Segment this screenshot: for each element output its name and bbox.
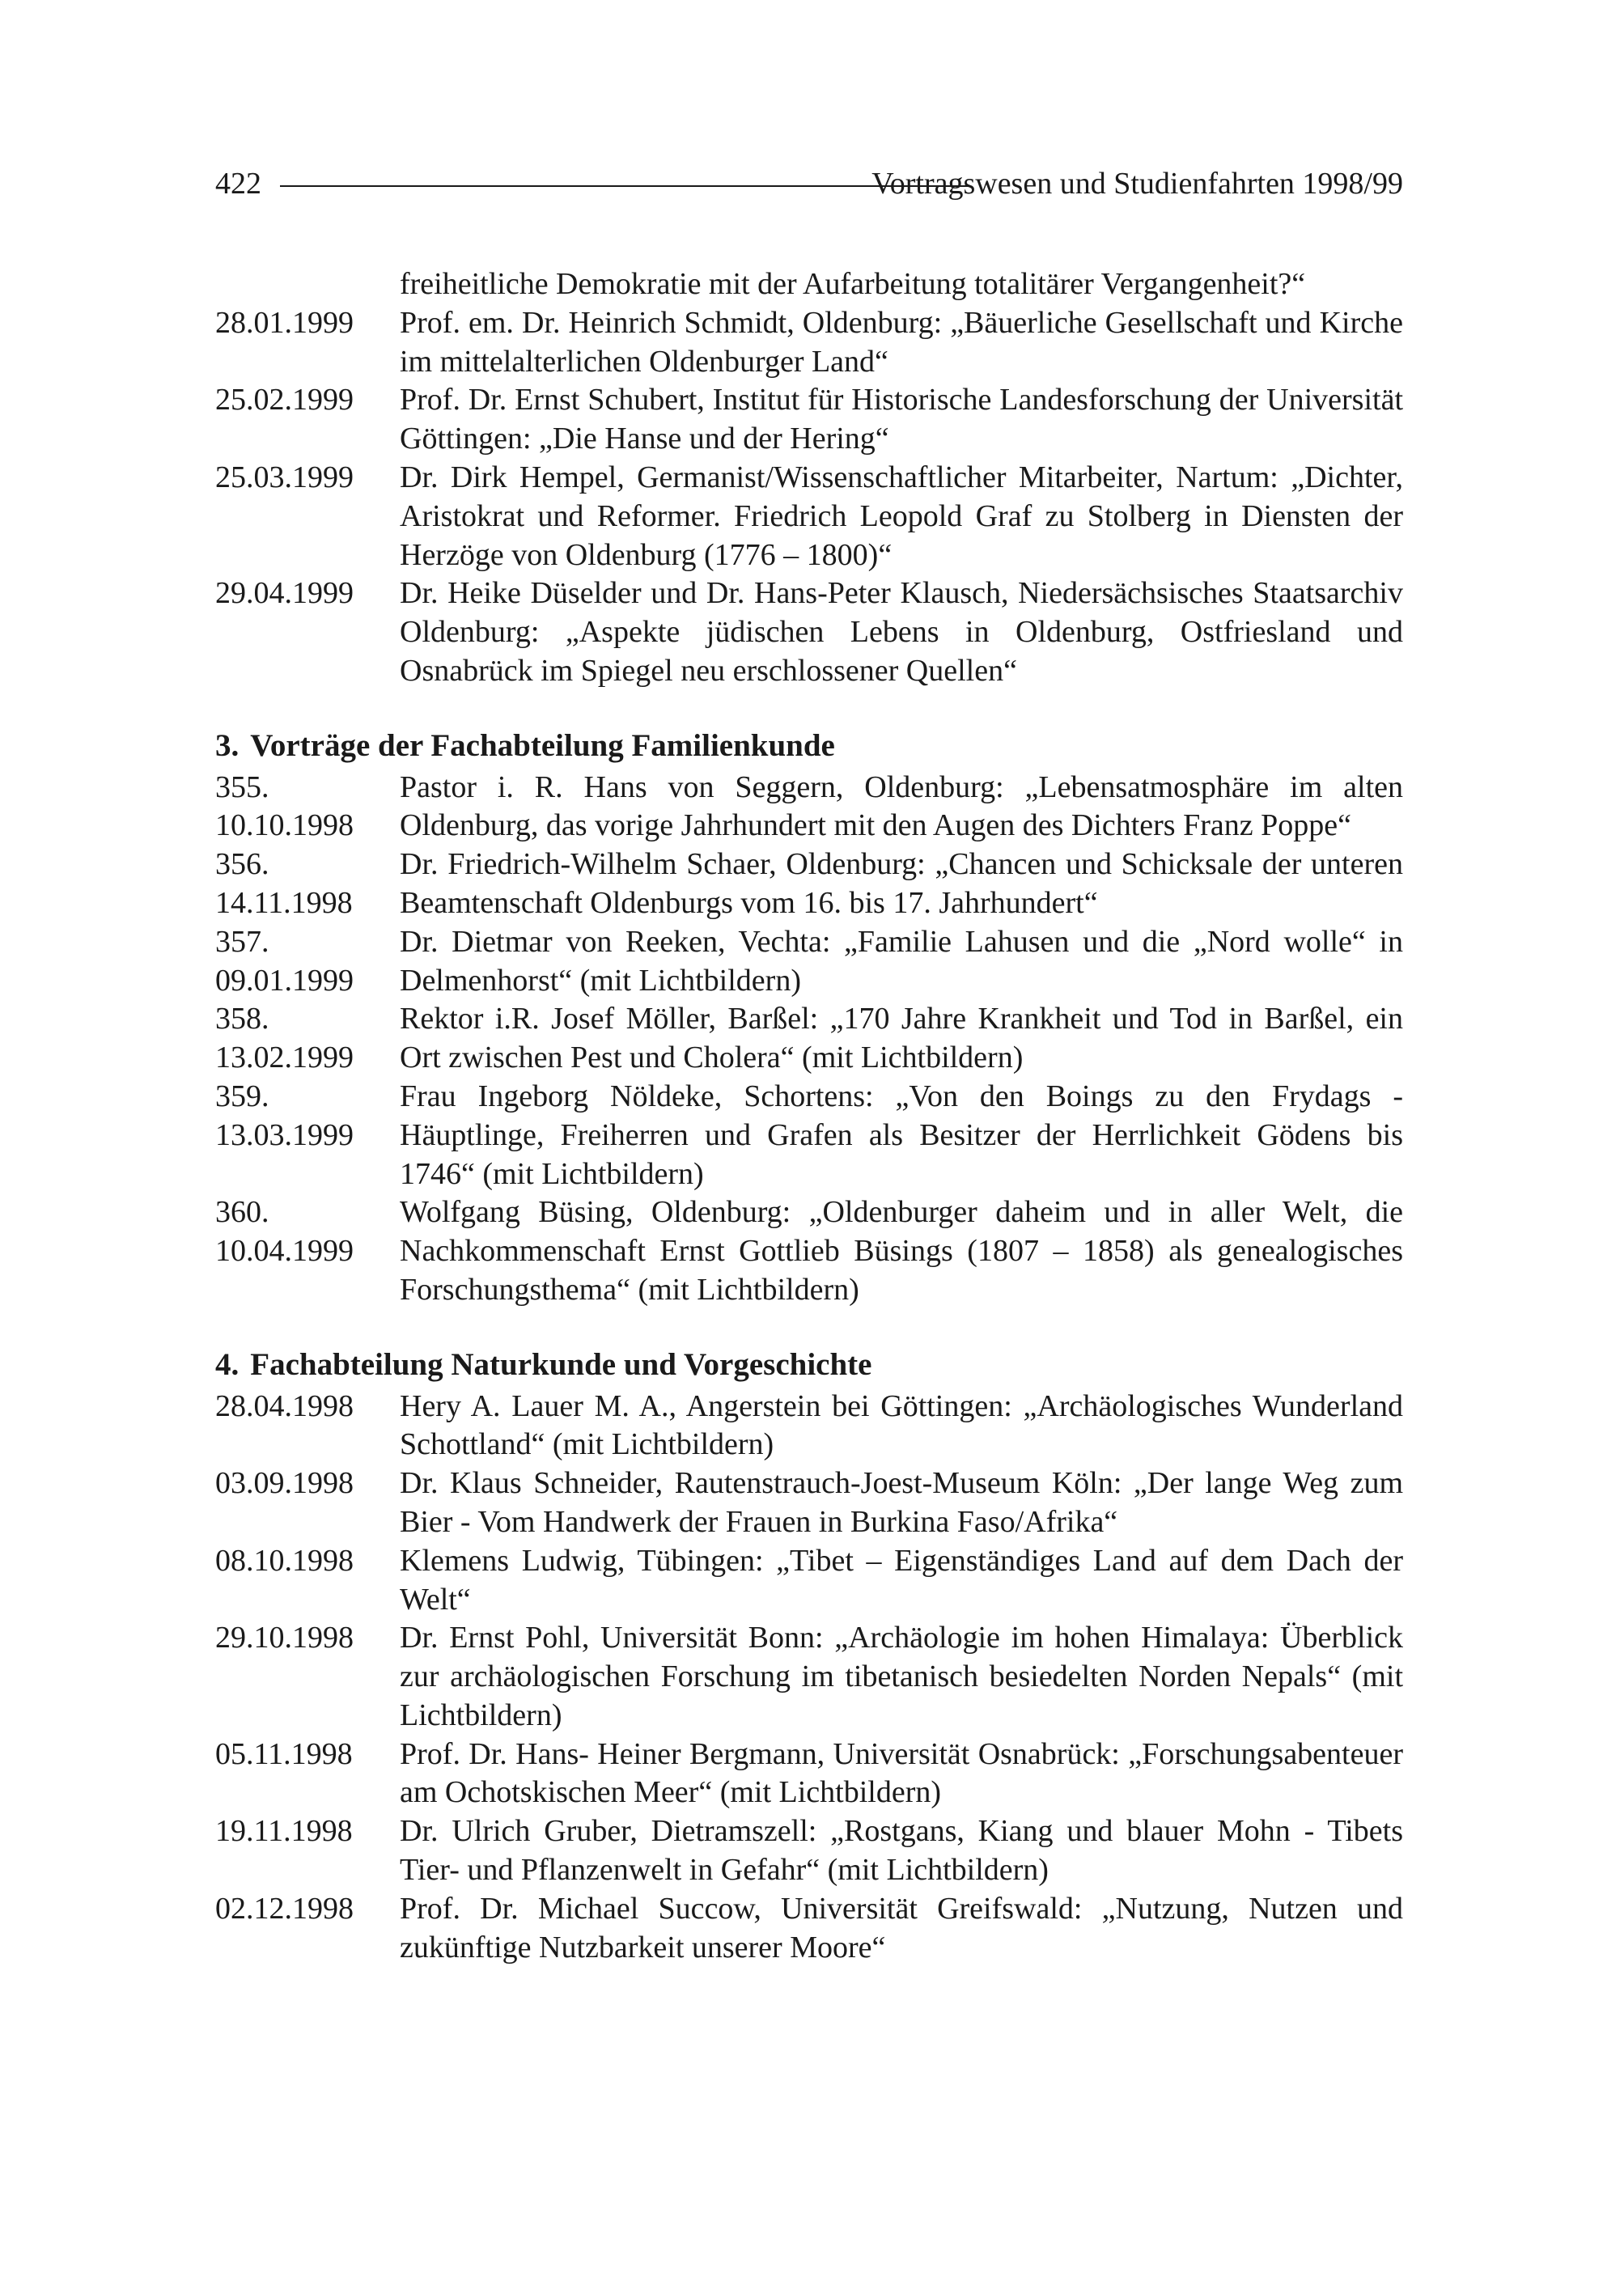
section-title: Fachabteilung Naturkunde und Vorgeschichte	[250, 1346, 872, 1382]
list-item	[215, 1812, 1403, 1890]
entry-text: Dr. Friedrich-Wilhelm Schaer, Oldenburg: „Chancen und Schicksale der unteren Beamtenschaft Oldenburgs vom 16. bis 17. Jahrhundert“	[400, 847, 1403, 920]
page-header	[215, 166, 1403, 206]
entry-date: 09.01.1999	[215, 963, 354, 998]
entry-label	[215, 1619, 400, 1735]
entry-number: 358.	[215, 1002, 269, 1036]
entry-date: 28.01.1999	[215, 305, 354, 340]
entry-number: 355.	[215, 769, 269, 804]
entry-date: 13.02.1999	[215, 1041, 354, 1075]
list-item	[215, 1890, 1403, 1968]
entry-label	[215, 1812, 400, 1890]
list-item	[215, 1542, 1403, 1620]
entry-date: 25.03.1999	[215, 460, 354, 494]
page-number: 422	[215, 167, 261, 201]
entry-number: 359.	[215, 1079, 269, 1113]
list-item	[215, 1464, 1403, 1542]
entry-label	[215, 1542, 400, 1620]
entry-label	[215, 1078, 400, 1193]
entry-label	[215, 1890, 400, 1968]
entry-date: 08.10.1998	[215, 1543, 354, 1578]
list-item	[215, 1000, 1403, 1078]
page-content	[215, 265, 1403, 1967]
section-3-list	[215, 769, 1403, 1310]
entry-text: Dr. Ulrich Gruber, Dietramszell: „Rostgans, Kiang und blauer Mohn - Tibets Tier- und Pflanzenwelt in Gefahr“ (mit Lichtbildern)	[400, 1814, 1403, 1888]
list-item	[215, 574, 1403, 690]
entry-text: Dr. Klaus Schneider, Rautenstrauch-Joest-Museum Köln: „Der lange Weg zum Bier - Vom Handwerk der Frauen in Burkina Faso/Afrika“	[400, 1466, 1403, 1539]
entry-date: 13.03.1999	[215, 1117, 354, 1152]
header-rule	[280, 185, 968, 187]
section-3-heading	[215, 727, 1403, 765]
entry-label	[215, 923, 400, 1001]
entry-date: 05.11.1998	[215, 1736, 353, 1771]
list-item	[215, 1078, 1403, 1193]
entry-date: 03.09.1998	[215, 1466, 354, 1501]
entry-text: Dr. Dirk Hempel, Germanist/Wissenschaftlicher Mitarbeiter, Nartum: „Dichter, Aristokrat und Reformer. Friedrich Leopold Graf zu Stolberg in Diensten der Herzöge von Oldenburg (1776 – 1800)“	[400, 460, 1403, 572]
entry-number: 357.	[215, 924, 269, 959]
entry-date: 29.04.1999	[215, 576, 354, 611]
entry-text: Pastor i. R. Hans von Seggern, Oldenburg: „Lebensatmosphäre im alten Oldenburg, das vorige Jahrhundert mit den Augen des Dichters Franz Poppe“	[400, 769, 1403, 843]
entry-text: Prof. Dr. Ernst Schubert, Institut für Historische Landesforschung der Universität Göttingen: „Die Hanse und der Hering“	[400, 383, 1403, 456]
list-item	[215, 304, 1403, 382]
entry-text: Klemens Ludwig, Tübingen: „Tibet – Eigenständiges Land auf dem Dach der Welt“	[400, 1543, 1403, 1617]
entry-date: 25.02.1999	[215, 383, 354, 417]
entry-text: Frau Ingeborg Nöldeke, Schortens: „Von den Boings zu den Frydags - Häuptlinge, Freiherren und Grafen als Besitzer der Herrlichkeit Gödens bis 1746“ (mit Lichtbildern)	[400, 1079, 1403, 1191]
entry-label	[215, 1388, 400, 1465]
entry-date: 29.10.1998	[215, 1621, 354, 1655]
entry-label	[215, 1736, 400, 1813]
entry-text: Prof. Dr. Michael Succow, Universität Greifswald: „Nutzung, Nutzen und zukünftige Nutzbarkeit unserer Moore“	[400, 1891, 1403, 1965]
section-number: 4.	[215, 1346, 240, 1382]
section-title: Vorträge der Fachabteilung Familienkunde	[250, 727, 835, 763]
entry-text: Dr. Heike Düselder und Dr. Hans-Peter Klausch, Niedersächsisches Staatsarchiv Oldenburg: „Aspekte jüdischen Lebens in Oldenburg, Ostfriesland und Osnabrück im Spiegel neu erschlossener Quellen“	[400, 576, 1403, 688]
entry-label	[215, 574, 400, 690]
list-item	[215, 1736, 1403, 1813]
entry-label	[215, 846, 400, 923]
entry-text: Hery A. Lauer M. A., Angerstein bei Göttingen: „Archäologisches Wunderland Schottland“ (mit Lichtbildern)	[400, 1388, 1403, 1462]
entry-date: 28.04.1998	[215, 1388, 354, 1423]
entry-text: Prof. em. Dr. Heinrich Schmidt, Oldenburg: „Bäuerliche Gesellschaft und Kirche im mittelalterlichen Oldenburger Land“	[400, 305, 1403, 379]
entry-date: 19.11.1998	[215, 1814, 353, 1849]
intro-list	[215, 265, 1403, 691]
entry-label	[215, 769, 400, 846]
entry-label	[215, 265, 400, 304]
entry-label	[215, 1000, 400, 1078]
entry-number: 356.	[215, 847, 269, 882]
entry-date: 10.04.1999	[215, 1234, 354, 1269]
entry-date: 10.10.1998	[215, 808, 354, 843]
list-item	[215, 381, 1403, 459]
entry-label	[215, 1193, 400, 1309]
running-title: Vortragswesen und Studienfahrten 1998/99	[871, 167, 1403, 201]
entry-label	[215, 1464, 400, 1542]
section-4-heading	[215, 1346, 1403, 1384]
entry-text: Dr. Ernst Pohl, Universität Bonn: „Archäologie im hohen Himalaya: Überblick zur archäologischen Forschung im tibetanisch besiedelten Norden Nepals“ (mit Lichtbildern)	[400, 1621, 1403, 1732]
entry-label	[215, 304, 400, 382]
list-item	[215, 769, 1403, 846]
section-4-list	[215, 1388, 1403, 1968]
list-item	[215, 459, 1403, 574]
section-number: 3.	[215, 727, 240, 763]
entry-date: 14.11.1998	[215, 885, 353, 920]
entry-label	[215, 459, 400, 574]
entry-number: 360.	[215, 1195, 269, 1230]
entry-text: Rektor i.R. Josef Möller, Barßel: „170 Jahre Krankheit und Tod in Barßel, ein Ort zwischen Pest und Cholera“ (mit Lichtbildern)	[400, 1002, 1403, 1075]
entry-text: Dr. Dietmar von Reeken, Vechta: „Familie Lahusen und die „Nord wolle“ in Delmenhorst“ (mit Lichtbildern)	[400, 924, 1403, 998]
list-item	[215, 923, 1403, 1001]
entry-text: Wolfgang Büsing, Oldenburg: „Oldenburger daheim und in aller Welt, die Nachkommenschaft Ernst Gottlieb Büsings (1807 – 1858) als genealogisches Forschungsthema“ (mit Lichtbildern)	[400, 1195, 1403, 1307]
list-item	[215, 265, 1403, 304]
entry-date: 02.12.1998	[215, 1891, 354, 1926]
list-item	[215, 846, 1403, 923]
list-item	[215, 1193, 1403, 1309]
list-item	[215, 1619, 1403, 1735]
entry-label	[215, 381, 400, 459]
entry-text: Prof. Dr. Hans- Heiner Bergmann, Universität Osnabrück: „Forschungsabenteuer am Ochotskischen Meer“ (mit Lichtbildern)	[400, 1736, 1403, 1810]
list-item	[215, 1388, 1403, 1465]
entry-text: freiheitliche Demokratie mit der Aufarbeitung totalitärer Vergangenheit?“	[400, 267, 1306, 301]
